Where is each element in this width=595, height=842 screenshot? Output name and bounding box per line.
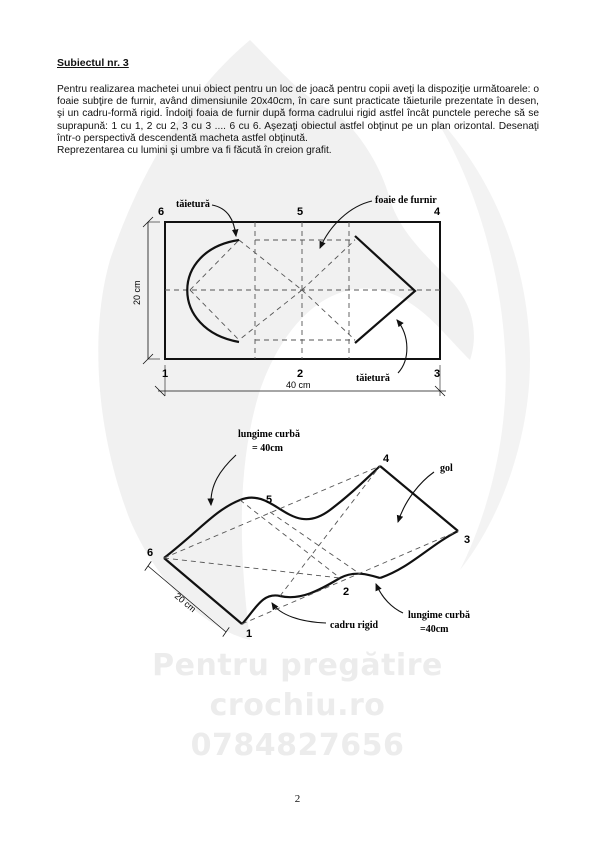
paragraph-rendering: Reprezentarea cu lumini şi umbre va fi făcută în creion grafit.	[57, 145, 332, 157]
fig1-point-6: 6	[158, 206, 165, 218]
folded-gap-edge	[380, 531, 458, 578]
watermark-line-2: crochiu.ro	[209, 688, 386, 723]
subject-heading: Subiectul nr. 3	[57, 57, 129, 69]
label-curve-length-bottom-value: =40cm	[420, 624, 449, 635]
fig2-point-4: 4	[383, 453, 390, 465]
fig2-point-6: 6	[147, 547, 154, 559]
fig1-point-1: 1	[162, 368, 169, 380]
folded-construction-lines	[164, 466, 458, 624]
label-curve-length-top: lungime curbă	[238, 429, 300, 440]
label-rigid-frame: cadru rigid	[330, 620, 379, 631]
fig2-point-5: 5	[266, 494, 273, 506]
dimension-width: 40 cm	[286, 380, 311, 390]
page-number: 2	[294, 793, 301, 805]
fig2-point-1: 1	[246, 628, 253, 640]
label-curve-length-bottom: lungime curbă	[408, 610, 470, 621]
fig1-point-3: 3	[434, 368, 441, 380]
dimension-side: 20 cm	[172, 590, 198, 615]
arrow-curve-top	[211, 455, 236, 505]
folded-bottom-curve	[242, 574, 380, 624]
fig2-point-2: 2	[343, 586, 350, 598]
watermark-line-1: Pentru pregătire	[152, 648, 443, 683]
arrow-frame	[272, 603, 326, 623]
label-curve-length-top-value: = 40cm	[252, 443, 283, 454]
label-cut-bottom: tăietură	[356, 373, 390, 384]
dimension-height: 20 cm	[132, 280, 142, 305]
fig1-point-4: 4	[434, 206, 441, 218]
folded-edge-6-1	[164, 558, 242, 624]
label-veneer-sheet: foaie de furnir	[375, 195, 437, 206]
folded-edge-4-3	[380, 466, 458, 531]
label-cut-top: tăietură	[176, 199, 210, 210]
fig1-point-2: 2	[297, 368, 304, 380]
paragraph-instructions: Pentru realizarea machetei unui obiect pentru un loc de joacă pentru copii aveţi la dispoziţie următoarele: o foaie subţire de furnir, având dimensiunile 20x40cm, în care sunt practicate tăieturile prezentate în desen, şi un cadru-formă rigid. Îndoiţi foaia de furnir după forma cadrului rigid astfel încât punctele pereche să se suprapună: 1 cu 1, 2 cu 2, 3 cu 3 .... 6 cu 6. Aşezaţi obiectul astfel obţinut pe un plan orizontal. Desenaţi într-o perspectivă descendentă macheta astfel obţinută.	[57, 84, 539, 144]
watermark-line-3: 0784827656	[190, 728, 405, 763]
arrow-curve-bottom	[376, 584, 403, 613]
fig2-point-3: 3	[464, 534, 471, 546]
label-gap: gol	[440, 463, 453, 474]
fig1-point-5: 5	[297, 206, 304, 218]
